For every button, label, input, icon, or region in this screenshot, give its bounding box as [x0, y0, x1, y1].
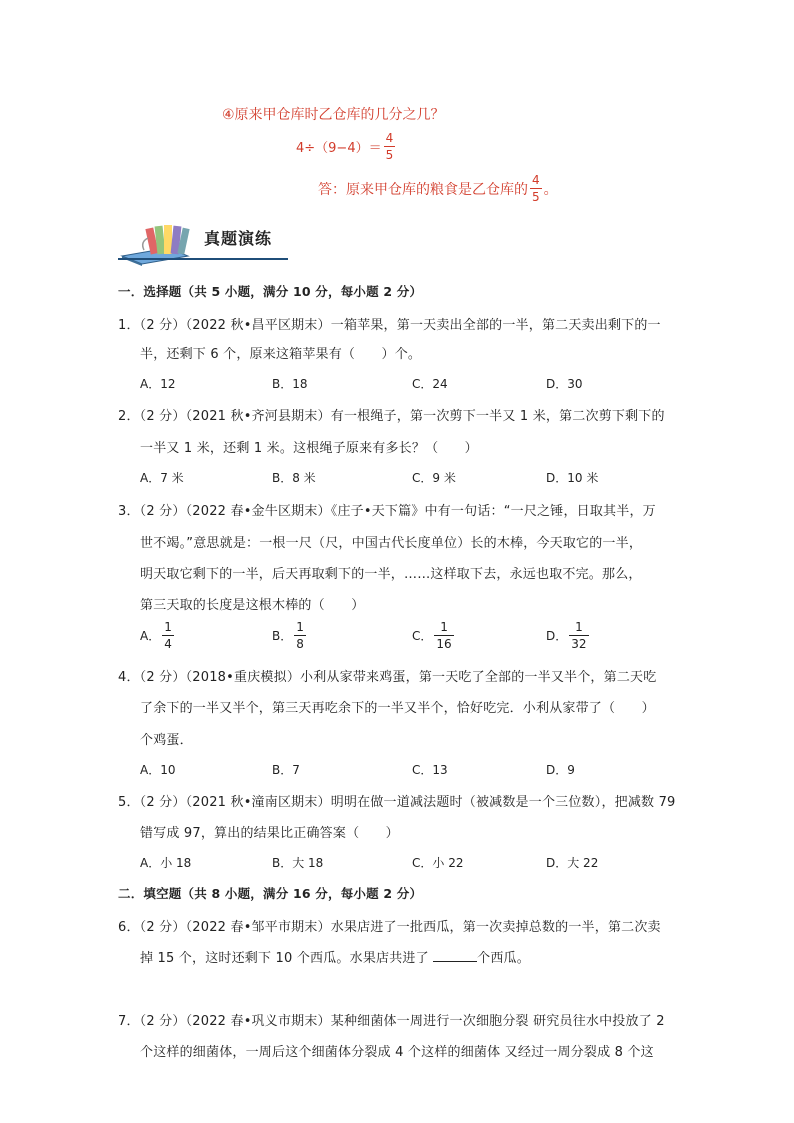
question-3-line-4: 第三天取的长度是这根木棒的（ ）	[140, 598, 365, 613]
question-4-line-1: 4．（2 分）（2018•重庆模拟）小利从家带来鸡蛋，第一天吃了全部的一半又半个，第二天吃	[118, 670, 657, 685]
banner-underline	[118, 258, 288, 260]
q3-option-a[interactable]: A． $\frac{1}{4}$	[140, 620, 172, 651]
answer-line: 答：原来甲仓库的粮食是乙仓库的 $\frac{4}{5}$ 。	[318, 173, 558, 204]
q3-option-d[interactable]: D． $\frac{1}{32}$	[546, 620, 587, 651]
calculation-line	[296, 132, 397, 161]
fraction: $\frac{1}{8}$	[296, 620, 304, 651]
answer-blank[interactable]	[433, 949, 477, 962]
q1-option-b[interactable]: B．18	[272, 377, 308, 391]
q1-option-c[interactable]: C．24	[412, 377, 448, 391]
q5-option-c[interactable]: C．小 22	[412, 856, 464, 870]
question-4-line-2: 了余下的一半又半个，第三天再吃余下的一半又半个，恰好吃完．小利从家带了（ ）	[140, 701, 655, 716]
question-5-line-1: 5．（2 分）（2021 秋•潼南区期末）明明在做一道减法题时（被减数是一个三位数），把减数 79	[118, 795, 676, 810]
banner-title: 真题演练	[204, 229, 273, 248]
question-6-line-1: 6．（2 分）（2022 春•邹平市期末）水果店进了一批西瓜，第一次卖掉总数的一半，第二次卖	[118, 920, 661, 935]
q2-option-d[interactable]: D．10 米	[546, 471, 599, 485]
q3-option-b[interactable]: B． $\frac{1}{8}$	[272, 620, 304, 651]
question-4-line-3: 个鸡蛋．	[140, 733, 193, 748]
fraction: $\frac{1}{16}$	[436, 620, 452, 651]
question-1-line-2: 半，还剩下 6 个，原来这箱苹果有（ ）个。	[140, 347, 422, 362]
q2-option-a[interactable]: A．7 米	[140, 471, 184, 485]
q4-option-d[interactable]: D．9	[546, 763, 575, 777]
q5-option-d[interactable]: D．大 22	[546, 856, 599, 870]
question-5-line-2: 错写成 97，算出的结果比正确答案（ ）	[140, 826, 399, 841]
section-banner	[118, 220, 288, 266]
question-7-line-1: 7．（2 分）（2022 春•巩义市期末）某种细菌体一周进行一次细胞分裂 研究员往水中投放了 2	[118, 1014, 665, 1029]
question-6-line-2: 掉 15 个，这时还剩下 10 个西瓜。水果店共进了 个西瓜。	[140, 951, 530, 966]
calculation-result-fraction: $\frac{4}{5}$	[385, 131, 394, 162]
question-3-line-2: 世不竭。”意思就是：一根一尺（尺，中国古代长度单位）长的木棒，今天取它的一半，	[140, 536, 643, 551]
q1-option-a[interactable]: A．12	[140, 377, 176, 391]
question-7-line-2: 个这样的细菌体，一周后这个细菌体分裂成 4 个这样的细菌体 又经过一周分裂成 8 个这	[140, 1045, 654, 1060]
q5-option-a[interactable]: A．小 18	[140, 856, 192, 870]
q1-option-d[interactable]: D．30	[546, 377, 583, 391]
fraction: $\frac{1}{32}$	[571, 620, 587, 651]
q3-option-c[interactable]: C． $\frac{1}{16}$	[412, 620, 452, 651]
calculation-expression: 4÷（9−4）＝	[296, 141, 382, 156]
q4-option-a[interactable]: A．10	[140, 763, 176, 777]
question-3-line-3: 明天取它剩下的一半，后天再取剩下的一半，……这样取下去，永远也取不完。那么，	[140, 567, 642, 582]
question-2-line-2: 一半又 1 米，还剩 1 米。这根绳子原来有多长？（ ）	[140, 441, 478, 456]
q4-option-c[interactable]: C．13	[412, 763, 448, 777]
question-2-line-1: 2．（2 分）（2021 秋•齐河县期末）有一根绳子，第一次剪下一半又 1 米，第二次剪下剩下的	[118, 409, 665, 424]
choice-section-header: 一．选择题（共 5 小题，满分 10 分，每小题 2 分）	[118, 284, 423, 299]
sub-question-4: ④原来甲仓库时乙仓库的几分之几？	[222, 107, 445, 123]
question-1-line-1: 1．（2 分）（2022 秋•昌平区期末）一箱苹果，第一天卖出全部的一半，第二天卖出剩下的一	[118, 318, 661, 333]
answer-fraction: $\frac{4}{5}$	[532, 173, 540, 204]
q2-option-c[interactable]: C．9 米	[412, 471, 456, 485]
q5-option-b[interactable]: B．大 18	[272, 856, 324, 870]
q2-option-b[interactable]: B．8 米	[272, 471, 316, 485]
answer-text: 答：原来甲仓库的粮食是乙仓库的	[318, 181, 528, 198]
fraction: $\frac{1}{4}$	[164, 620, 172, 651]
q4-option-b[interactable]: B．7	[272, 763, 300, 777]
fill-section-header: 二．填空题（共 8 小题，满分 16 分，每小题 2 分）	[118, 886, 423, 901]
question-3-line-1: 3．（2 分）（2022 春•金牛区期末）《庄子•天下篇》中有一句话：“一尺之锤，日取其半，万	[118, 504, 656, 519]
